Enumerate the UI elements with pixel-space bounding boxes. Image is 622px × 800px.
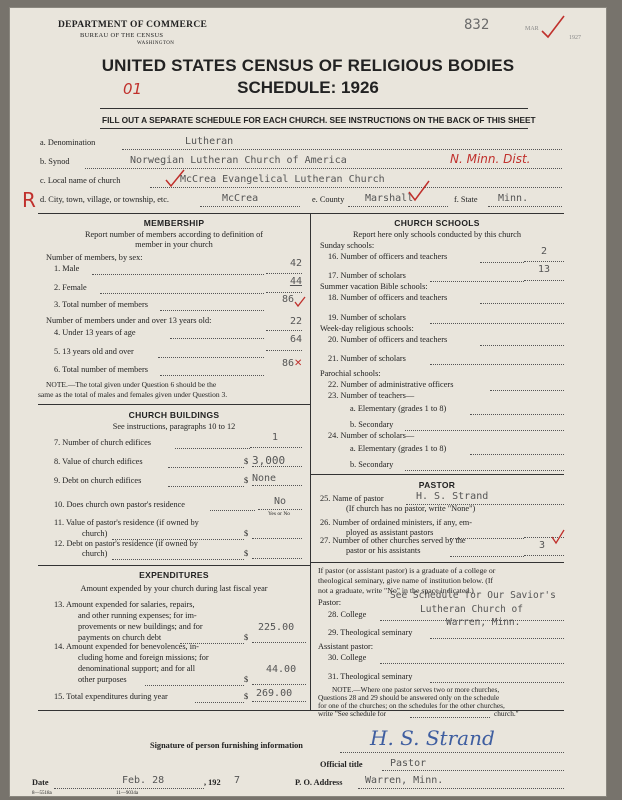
pastor-note-2: Questions 28 and 29 should be answered only on the schedule [318, 693, 500, 702]
q10-label: 10. Does church own pastor's residence [54, 500, 185, 509]
q17-label: 17. Number of scholars [328, 271, 406, 280]
date-year-prefix: , 192 [204, 778, 221, 787]
q9-dollar: $ [244, 476, 249, 485]
red-code-mark: 01 [123, 80, 143, 98]
denomination-label: a. Denomination [40, 138, 96, 147]
received-stamp-year: 1927 [569, 35, 581, 41]
bureau-name: BUREAU OF THE CENSUS [80, 32, 164, 39]
q17-value: 13 [537, 264, 551, 275]
denomination-value: Lutheran [185, 136, 234, 147]
q12-dollar: $ [244, 549, 249, 558]
q12-label-2: church) [82, 549, 108, 558]
red-checkmark-icon [163, 168, 187, 190]
assistant-education-label: Assistant pastor: [318, 642, 374, 651]
q10-value: No [273, 496, 287, 507]
red-checkmark-icon [406, 178, 432, 204]
q15-value: 269.00 [256, 688, 293, 699]
department-name: DEPARTMENT OF COMMERCE [58, 20, 208, 30]
q14-label-3: denominational support; and for all [78, 664, 196, 673]
q10-yes-no-hint: Yes or No [268, 511, 291, 517]
q28-label: 28. College [328, 610, 367, 619]
q14-label-1: 14. Amount expended for benevolences, in- [54, 642, 199, 651]
q13-label-4: payments on church debt [78, 633, 162, 642]
q1-value: 42 [289, 258, 302, 269]
instruction-banner: FILL OUT A SEPARATE SCHEDULE FOR EACH CHURCH. SEE INSTRUCTIONS ON THE BACK OF THIS SHEET [102, 115, 536, 125]
q31-label: 31. Theological seminary [328, 672, 413, 681]
q4-value: 22 [289, 316, 302, 327]
red-checkmark-icon [538, 13, 568, 43]
q16-value: 2 [540, 246, 548, 257]
instruction-rule-bottom [100, 128, 528, 129]
q27-label-1: 27. Number of other churches served by the [320, 536, 466, 545]
q22-label: 22. Number of administrative officers [328, 380, 454, 389]
q26-label-1: 26. Number of ordained ministers, if any, em- [320, 518, 472, 527]
q5-label: 5. 13 years old and over [54, 347, 134, 356]
q3-value: 86 [281, 294, 294, 305]
red-x-icon: ✕ [294, 358, 303, 369]
county-value: Marshall [365, 193, 414, 204]
q11-dollar: $ [244, 529, 249, 538]
city-value: McCrea [222, 193, 259, 204]
synod-label: b. Synod [40, 157, 70, 166]
po-address-label: P. O. Address [295, 778, 343, 787]
q14-value: 44.00 [266, 664, 297, 675]
q13-label-2: and other running expenses; for im- [78, 611, 197, 620]
q9-value: None [252, 473, 277, 484]
pastor-note-4: write "See schedule for [318, 709, 387, 718]
pastor-note-3: for one of the churches; on the schedules for the other churches, [318, 701, 505, 710]
pastor-note-5: church." [494, 709, 519, 718]
membership-title: MEMBERSHIP [143, 218, 205, 228]
q13-label-3: provements or new buildings; and for [78, 622, 203, 631]
q30-label: 30. College [328, 653, 367, 662]
q5-value: 64 [289, 334, 302, 345]
grid-bottom-rule [38, 710, 564, 711]
schools-intro: Report here only schools conducted by this church [353, 230, 521, 239]
column-divider [310, 213, 311, 710]
q27-label-2: pastor or his assistants [346, 546, 421, 555]
q21-label: 21. Number of scholars [328, 354, 406, 363]
q6-label: 6. Total number of members [54, 365, 148, 374]
received-stamp-month: MAR [525, 26, 539, 32]
q27-value: 3 [538, 540, 546, 551]
q6-value: 86 [281, 358, 294, 369]
graduate-note-1: If pastor (or assistant pastor) is a graduate of a college or [318, 566, 496, 575]
q3-label: 3. Total number of members [54, 300, 148, 309]
pastor-education-label: Pastor: [318, 598, 342, 607]
membership-note-2: same as the total of males and females given under Question 3. [38, 390, 228, 399]
instruction-rule-top [100, 108, 528, 109]
q13-label-1: 13. Amount expended for salaries, repairs, [54, 600, 195, 609]
q13-dollar: $ [244, 633, 249, 642]
q1-label: 1. Male [54, 264, 80, 273]
q23b-label: b. Secondary [350, 420, 394, 429]
state-value: Minn. [498, 193, 529, 204]
official-title-value: Pastor [390, 758, 427, 769]
q15-dollar: $ [244, 692, 249, 701]
q19-label: 19. Number of scholars [328, 313, 406, 322]
q7-label: 7. Number of church edifices [54, 438, 151, 447]
pastor-title: PASTOR [418, 480, 456, 490]
pastor-note-1: NOTE.—Where one pastor serves two or more churches, [332, 685, 500, 694]
schools-bottom-rule [310, 474, 564, 475]
local-name-value: McCrea Evangelical Lutheran Church [180, 174, 385, 185]
q29-label: 29. Theological seminary [328, 628, 413, 637]
form-code-2: 11—9034a [116, 791, 139, 796]
q2-value: 44 [289, 276, 302, 287]
membership-intro-1: Report number of members according to definition of [84, 230, 264, 239]
date-label: Date [32, 778, 49, 787]
summer-schools-label: Summer vacation Bible schools: [320, 282, 428, 291]
red-checkmark-icon [550, 528, 566, 546]
by-age-label: Number of members under and over 13 years old: [46, 316, 212, 325]
q25-value: H. S. Strand [416, 491, 489, 502]
buildings-bottom-rule [38, 565, 310, 566]
q11-label-1: 11. Value of pastor's residence (if owned by [54, 518, 199, 527]
q25-label: 25. Name of pastor [320, 494, 384, 503]
q23a-label: a. Elementary (grades 1 to 8) [350, 404, 447, 413]
q14-label-4: other purposes [78, 675, 127, 684]
graduate-note-3: not a graduate, write "No" in the space indicated.) [318, 586, 474, 595]
signature-label: Signature of person furnishing information [150, 741, 303, 750]
membership-bottom-rule [38, 404, 310, 405]
q25-hint: (If church has no pastor, write "None") [346, 504, 476, 513]
q13-value: 225.00 [258, 622, 295, 633]
q9-label: 9. Debt on church edifices [54, 476, 142, 485]
district-note: N. Minn. Dist. [450, 152, 531, 166]
q29-value-1: Lutheran Church of [420, 604, 523, 615]
received-stamp-number: 832 [464, 17, 490, 33]
q23-label: 23. Number of teachers— [328, 391, 415, 400]
grid-top-rule [38, 213, 564, 214]
q24-label: 24. Number of scholars— [328, 431, 415, 440]
parochial-schools-label: Parochial schools: [320, 369, 381, 378]
expenditures-intro: Amount expended by your church during last fiscal year [80, 584, 268, 593]
q24a-label: a. Elementary (grades 1 to 8) [350, 444, 447, 453]
q4-label: 4. Under 13 years of age [54, 328, 136, 337]
city-name: WASHINGTON [137, 41, 175, 46]
sunday-schools-label: Sunday schools: [320, 241, 375, 250]
q20-label: 20. Number of officers and teachers [328, 335, 448, 344]
q24b-label: b. Secondary [350, 460, 394, 469]
q11-label-2: church) [82, 529, 108, 538]
city-label: d. City, town, village, or township, etc. [40, 195, 169, 204]
q8-dollar: $ [244, 457, 249, 466]
q18-label: 18. Number of officers and teachers [328, 293, 448, 302]
schedule-title: SCHEDULE: 1926 [237, 78, 379, 97]
red-r-mark: R [22, 188, 36, 212]
synod-value: Norwegian Lutheran Church of America [130, 155, 347, 166]
official-title-label: Official title [320, 760, 363, 769]
q8-label: 8. Value of church edifices [54, 457, 143, 466]
buildings-intro: See instructions, paragraphs 10 to 12 [112, 422, 236, 431]
membership-intro-2: member in your church [135, 240, 213, 249]
po-address-value: Warren, Minn. [365, 775, 444, 786]
local-name-label: c. Local name of church [40, 176, 121, 185]
q26-label-2: ployed as assistant pastors [346, 528, 434, 537]
membership-note-1: NOTE.—The total given under Question 6 should be the [46, 380, 217, 389]
state-label: f. State [454, 195, 478, 204]
q15-label: 15. Total expenditures during year [54, 692, 168, 701]
form-code-1: 8—5518a [32, 791, 52, 796]
weekday-schools-label: Week-day religious schools: [320, 324, 414, 333]
q2-label: 2. Female [54, 283, 87, 292]
q16-label: 16. Number of officers and teachers [328, 252, 448, 261]
graduate-note-2: theological seminary, give name of institution below. (If [318, 576, 494, 585]
document-title: UNITED STATES CENSUS OF RELIGIOUS BODIES [101, 56, 515, 75]
q14-dollar: $ [244, 675, 249, 684]
date-year-digit: 7 [234, 775, 241, 786]
q7-value: 1 [271, 432, 279, 443]
date-value: Feb. 28 [122, 775, 165, 786]
red-checkmark-icon [294, 296, 306, 308]
q8-value: 3,000 [252, 454, 286, 467]
schools-title: CHURCH SCHOOLS [394, 218, 480, 228]
q12-label-1: 12. Debt on pastor's residence (if owned by [54, 539, 198, 548]
county-label: e. County [312, 195, 345, 204]
q28-value: See Schedule for Our Savior's [390, 590, 556, 601]
pastor-mid-rule [310, 562, 564, 563]
expenditures-title: EXPENDITURES [139, 570, 209, 580]
by-sex-label: Number of members, by sex: [46, 253, 143, 262]
buildings-title: CHURCH BUILDINGS [128, 410, 220, 420]
census-schedule-document [10, 8, 606, 796]
signature: H. S. Strand [370, 726, 495, 750]
q14-label-2: cluding home and foreign missions; for [78, 653, 209, 662]
q29-value-2: Warren, Minn. [446, 617, 521, 628]
